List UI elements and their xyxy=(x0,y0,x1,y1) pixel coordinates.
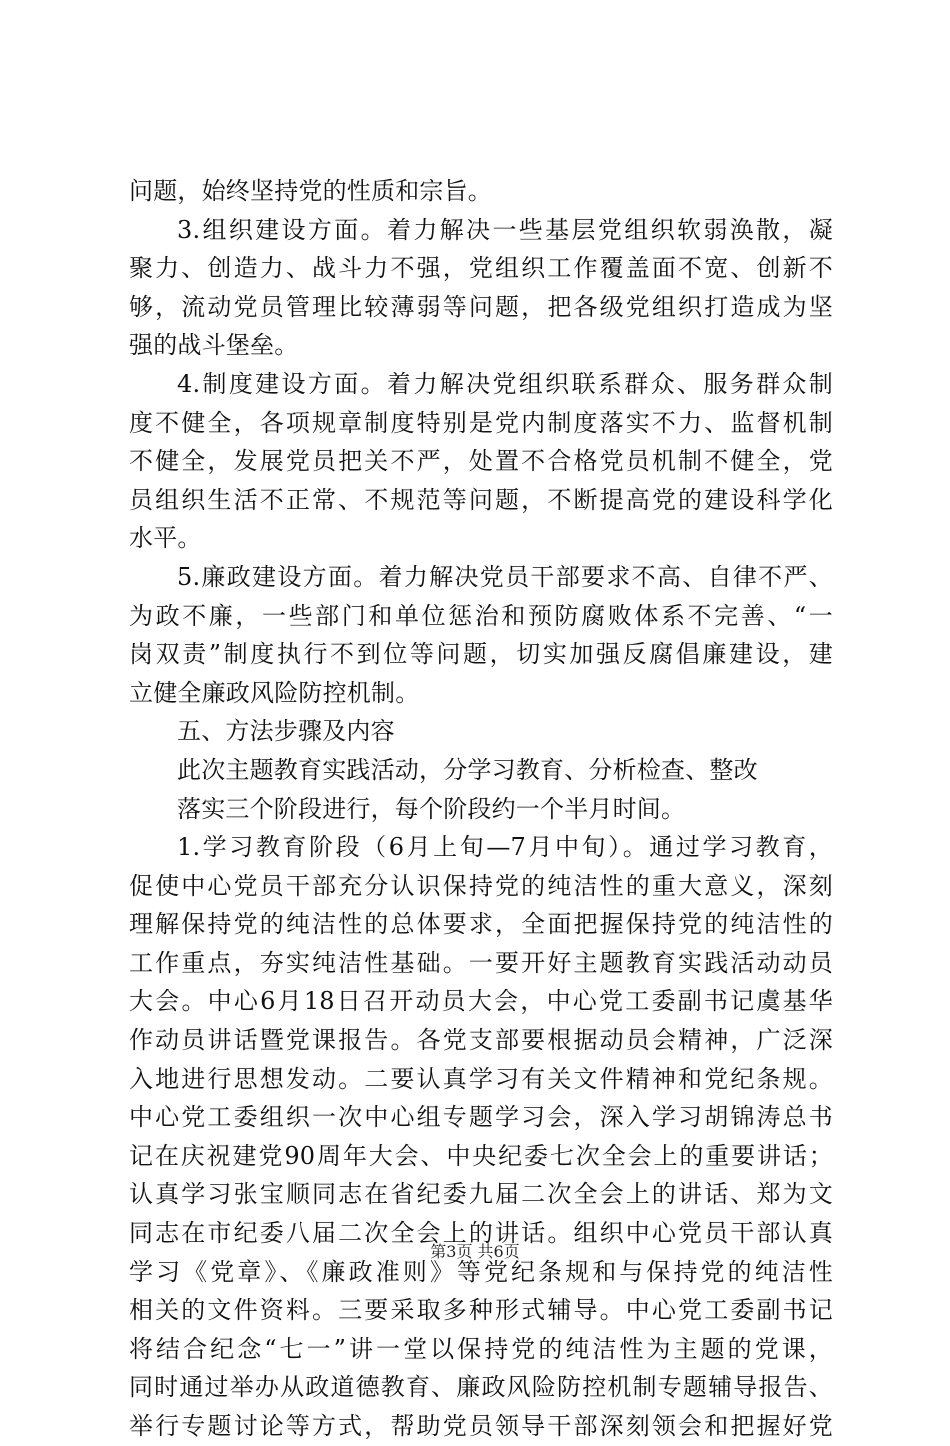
text-line: 问题，始终坚持党的性质和宗旨。 xyxy=(129,177,492,205)
text-line: 强的战斗堡垒。 xyxy=(129,331,299,360)
text-line: 此次主题教育实践活动，分学习教育、分析检查、整改 xyxy=(177,755,758,784)
text-line: 工作重点，夯实纯洁性基础。一要开好主题教育实践活动动员 xyxy=(129,948,833,977)
text-line: 5.廉政建设方面。着力解决党员干部要求不高、自律不严、 xyxy=(177,562,833,591)
text-line: 中心党工委组织一次中心组专题学习会，深入学习胡锦涛总书 xyxy=(129,1103,833,1132)
text-line: 水平。 xyxy=(129,524,202,553)
text-line: 作动员讲话暨党课报告。各党支部要根据动员会精神，广泛深 xyxy=(129,1026,833,1055)
text-line: 大会。中心6月18日召开动员大会，中心党工委副书记虞基华 xyxy=(129,987,833,1016)
page-footer: 第3页 共6页 xyxy=(430,1242,520,1261)
text-line: 3.组织建设方面。着力解决一些基层党组织软弱涣散，凝 xyxy=(177,215,833,244)
text-line: 聚力、创造力、战斗力不强，党组织工作覆盖面不宽、创新不 xyxy=(129,254,833,283)
text-line: 为政不廉，一些部门和单位惩治和预防腐败体系不完善、“一 xyxy=(129,601,833,630)
text-line: 度不健全，各项规章制度特别是党内制度落实不力、监督机制 xyxy=(129,408,833,437)
text-line: 岗双责”制度执行不到位等问题，切实加强反腐倡廉建设，建 xyxy=(129,640,833,669)
text-line: 同志在市纪委八届二次全会上的讲话。组织中心党员干部认真 xyxy=(129,1219,833,1248)
text-line: 相关的文件资料。三要采取多种形式辅导。中心党工委副书记 xyxy=(129,1296,833,1325)
text-line: 记在庆祝建党90周年大会、中央纪委七次全会上的重要讲话； xyxy=(129,1141,833,1170)
text-line: 学习《党章》、《廉政准则》等党纪条规和与保持党的纯洁性 xyxy=(129,1257,833,1286)
text-line: 4.制度建设方面。着力解决党组织联系群众、服务群众制 xyxy=(177,369,833,398)
text-line: 五、方法步骤及内容 xyxy=(177,717,395,746)
text-line: 1.学习教育阶段（6月上旬—7月中旬）。通过学习教育， xyxy=(177,833,833,862)
text-line: 理解保持党的纯洁性的总体要求，全面把握保持党的纯洁性的 xyxy=(129,910,833,939)
text-line: 认真学习张宝顺同志在省纪委九届二次全会上的讲话、郑为文 xyxy=(129,1180,833,1209)
text-line: 入地进行思想发动。二要认真学习有关文件精神和党纪条规。 xyxy=(129,1064,833,1093)
text-line: 举行专题讨论等方式，帮助党员领导干部深刻领会和把握好党 xyxy=(129,1412,833,1440)
text-line: 将结合纪念“七一”讲一堂以保持党的纯洁性为主题的党课， xyxy=(129,1334,833,1363)
text-line: 促使中心党员干部充分认识保持党的纯洁性的重大意义，深刻 xyxy=(129,871,833,900)
text-line: 落实三个阶段进行，每个阶段约一个半月时间。 xyxy=(177,794,686,823)
text-line: 不健全，发展党员把关不严，处置不合格党员机制不健全，党 xyxy=(129,447,833,476)
text-line: 同时通过举办从政道德教育、廉政风险防控机制专题辅导报告、 xyxy=(129,1373,833,1402)
text-line: 员组织生活不正常、不规范等问题，不断提高党的建设科学化 xyxy=(129,485,833,514)
text-line: 立健全廉政风险防控机制。 xyxy=(129,678,420,707)
text-line: 够，流动党员管理比较薄弱等问题，把各级党组织打造成为坚 xyxy=(129,292,833,321)
